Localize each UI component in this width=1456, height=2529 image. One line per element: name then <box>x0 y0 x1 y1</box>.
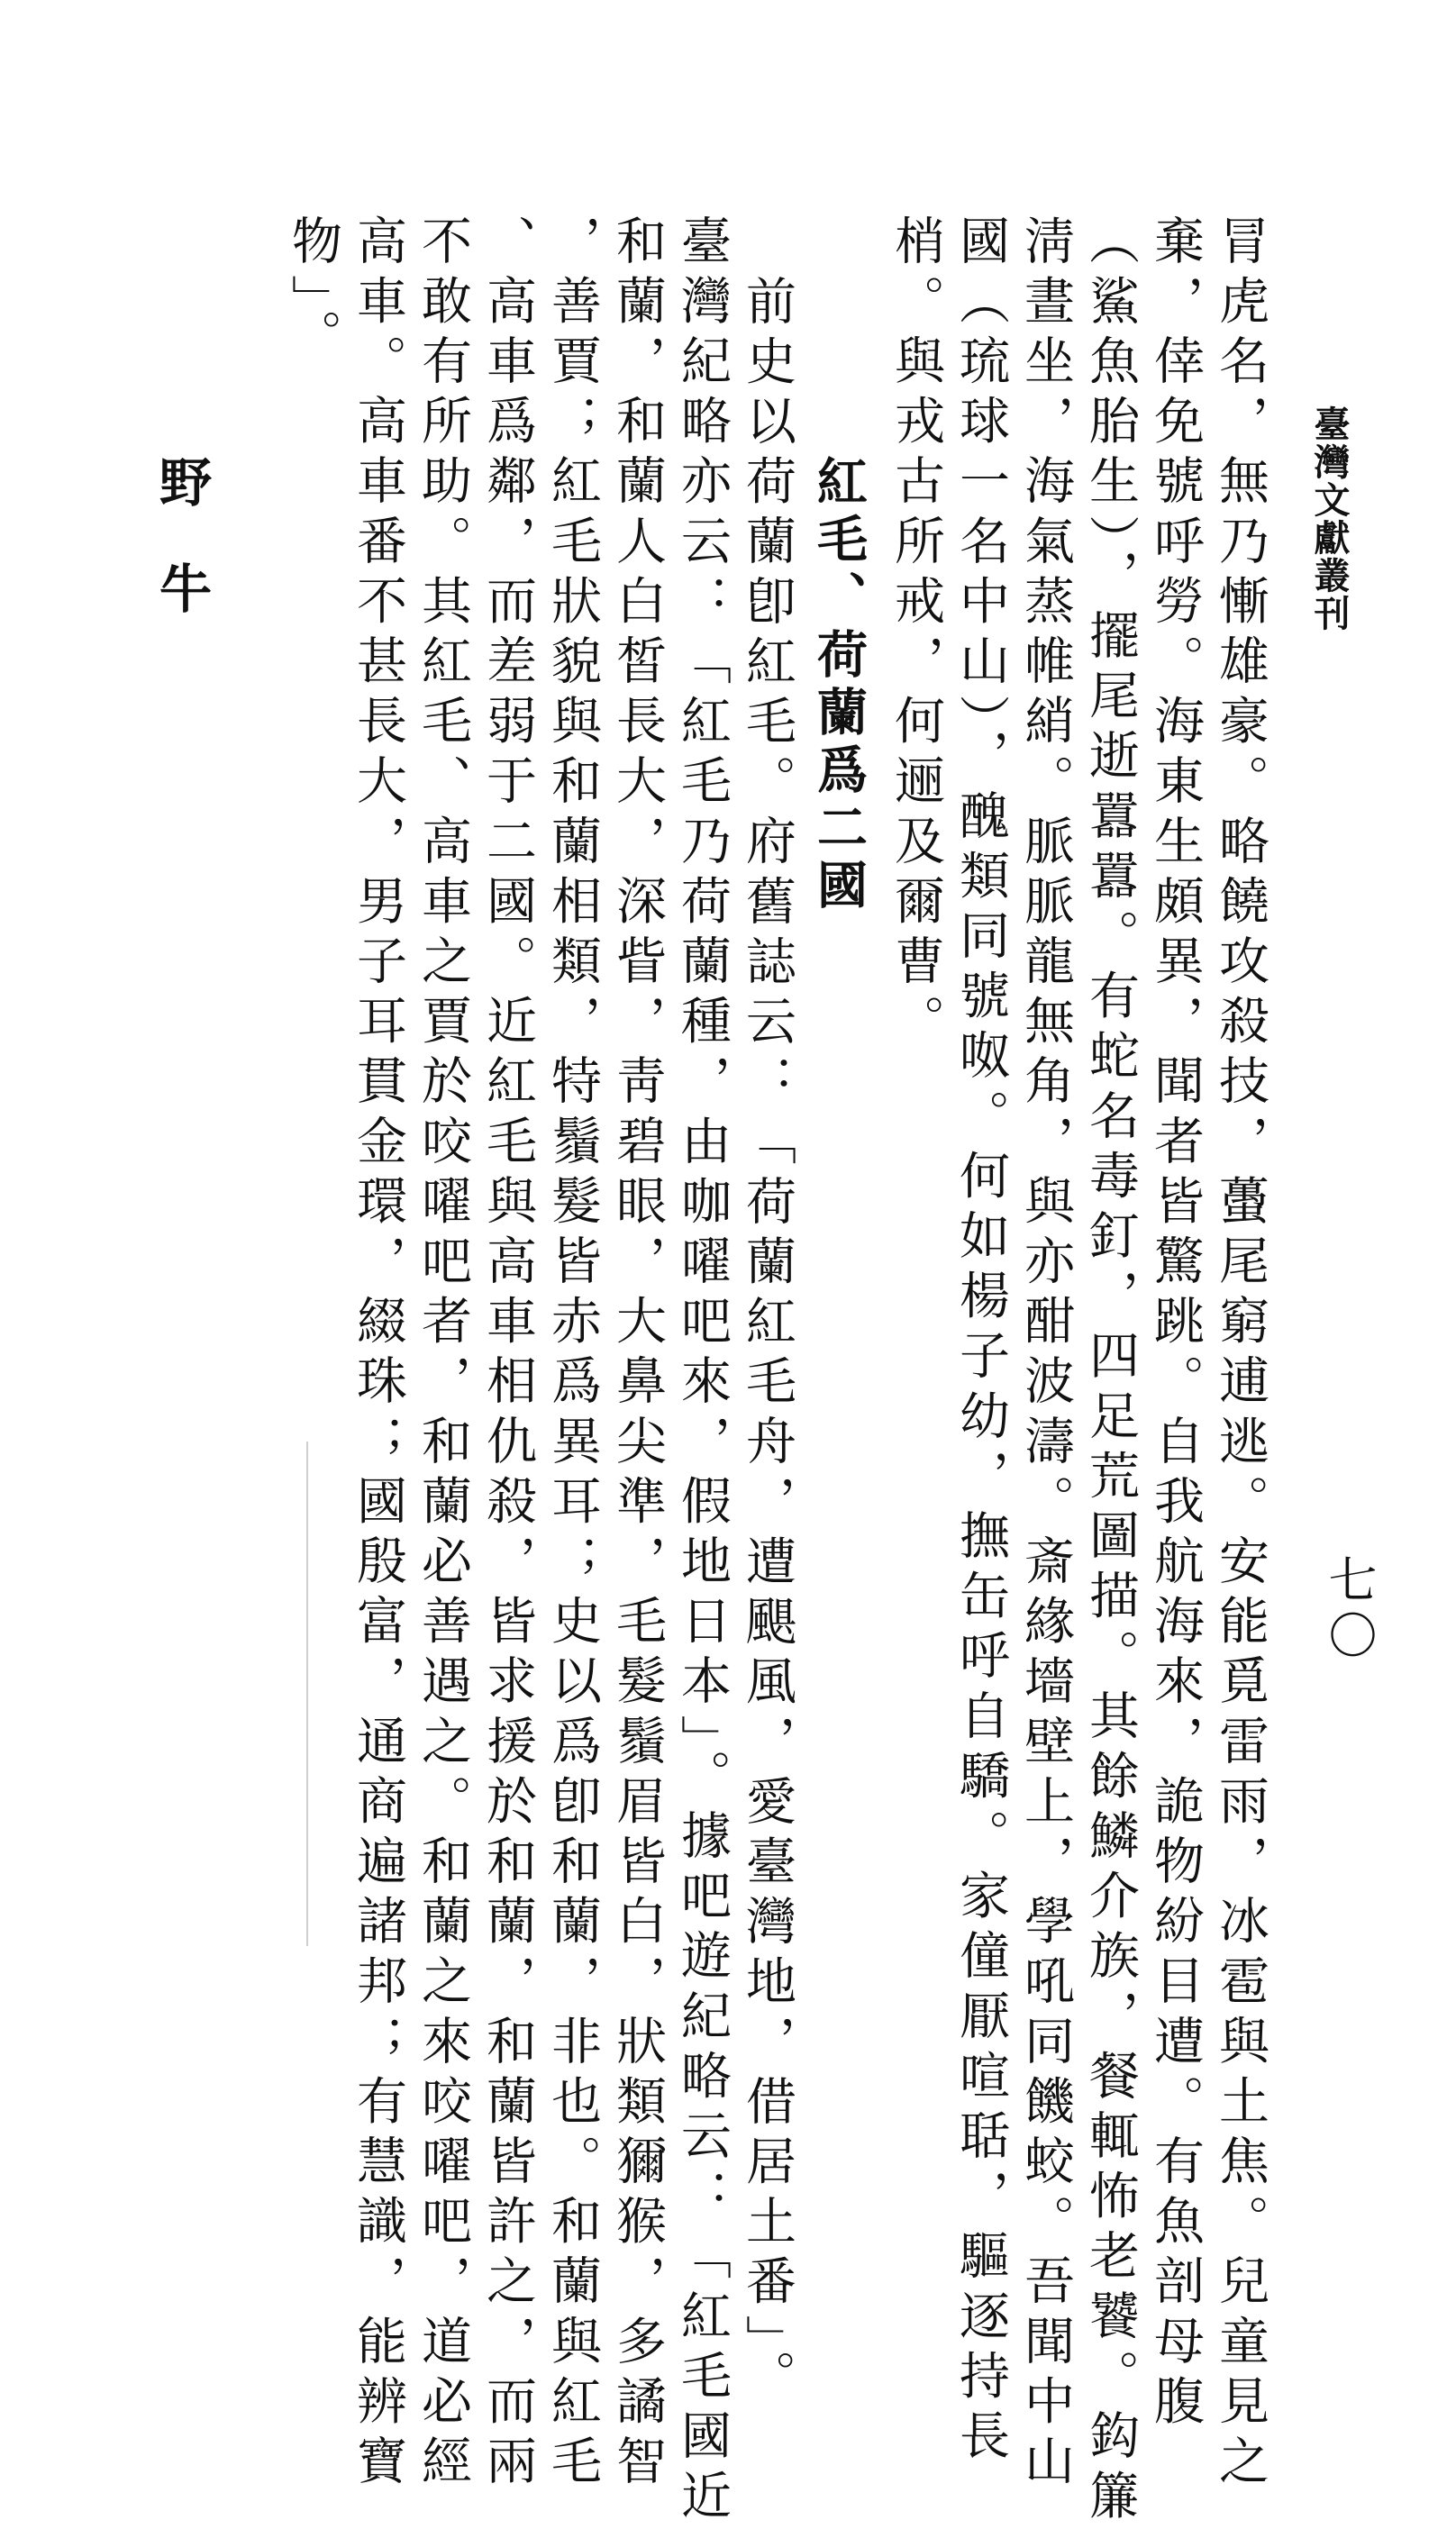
page-number: 七〇 <box>1321 1554 1378 1666</box>
text-line: 國（琉球一名中山），醜類同號呶。何如楊子幼，撫缶呼自驕。家僮厭喧聒，驅逐持長 <box>951 214 1010 2470</box>
text-line: 高車。高車番不甚長大，男子耳貫金環，綴珠；國殷富，通商遍諸邦；有慧識，能辨寶 <box>349 214 407 2495</box>
running-header: 臺灣文獻叢刊 <box>1308 405 1351 632</box>
text-line: （鯊魚胎生），擺尾逝囂囂。有蛇名毒釘，四足荒圖描。其餘鱗介族，餐輒怖老饕。鈎簾 <box>1081 214 1140 2529</box>
text-line: 淸晝坐，海氣蒸帷綃。脈脈龍無角，與亦酣波濤。斎緣墻壁上，學吼同饑蛟。吾聞中山 <box>1016 214 1075 2495</box>
section-title: 紅毛、荷蘭爲二國 <box>809 455 869 916</box>
text-line: 不敢有所助。其紅毛、高車之賈於咬嚁吧者，和蘭必善遇之。和蘭之來咬嚁吧，道必經 <box>414 214 472 2495</box>
text-line: 前史以荷蘭卽紅毛。府舊誌云：「荷蘭紅毛舟，遭颶風，愛臺灣地，借居土番」。 <box>738 275 796 2410</box>
text-line: 、高車爲鄰，而差弱于二國。近紅毛與高車相仇殺，皆求援於和蘭，和蘭皆許之，而兩 <box>478 214 537 2495</box>
text-line: 和蘭，和蘭人白皙長大，深眥，靑碧眼，大鼻尖準，毛髮鬚眉皆白，狀類獮猴，多譎智 <box>608 214 667 2495</box>
scan-artifact-line <box>306 1442 308 1946</box>
text-line: ，善賈；紅毛狀貌與和蘭相類，特鬚髮皆赤爲異耳；史以爲卽和蘭，非也。和蘭與紅毛 <box>543 214 602 2495</box>
text-line: 梢。與戎古所戒，何逦及爾曹。 <box>887 214 945 1055</box>
text-line: 冐虎名，無乃慚雄豪。略饒攻殺技，蠆尾窮逋逃。安能覓雷雨，冰雹與土焦。兒童見之 <box>1211 214 1269 2495</box>
next-section-title: 野牛 <box>150 455 212 668</box>
text-line: 棄，倖免號呼勞。海東生頗異，聞者皆驚跳。自我航海來，詭物紛目遭。有魚剖母腹 <box>1146 214 1205 2435</box>
text-line: 物」。 <box>284 214 342 369</box>
text-line: 臺灣紀略亦云：「紅毛乃荷蘭種，由咖嚁吧來，假地日本」。據吧遊紀略云：「紅毛國近 <box>673 214 732 2529</box>
